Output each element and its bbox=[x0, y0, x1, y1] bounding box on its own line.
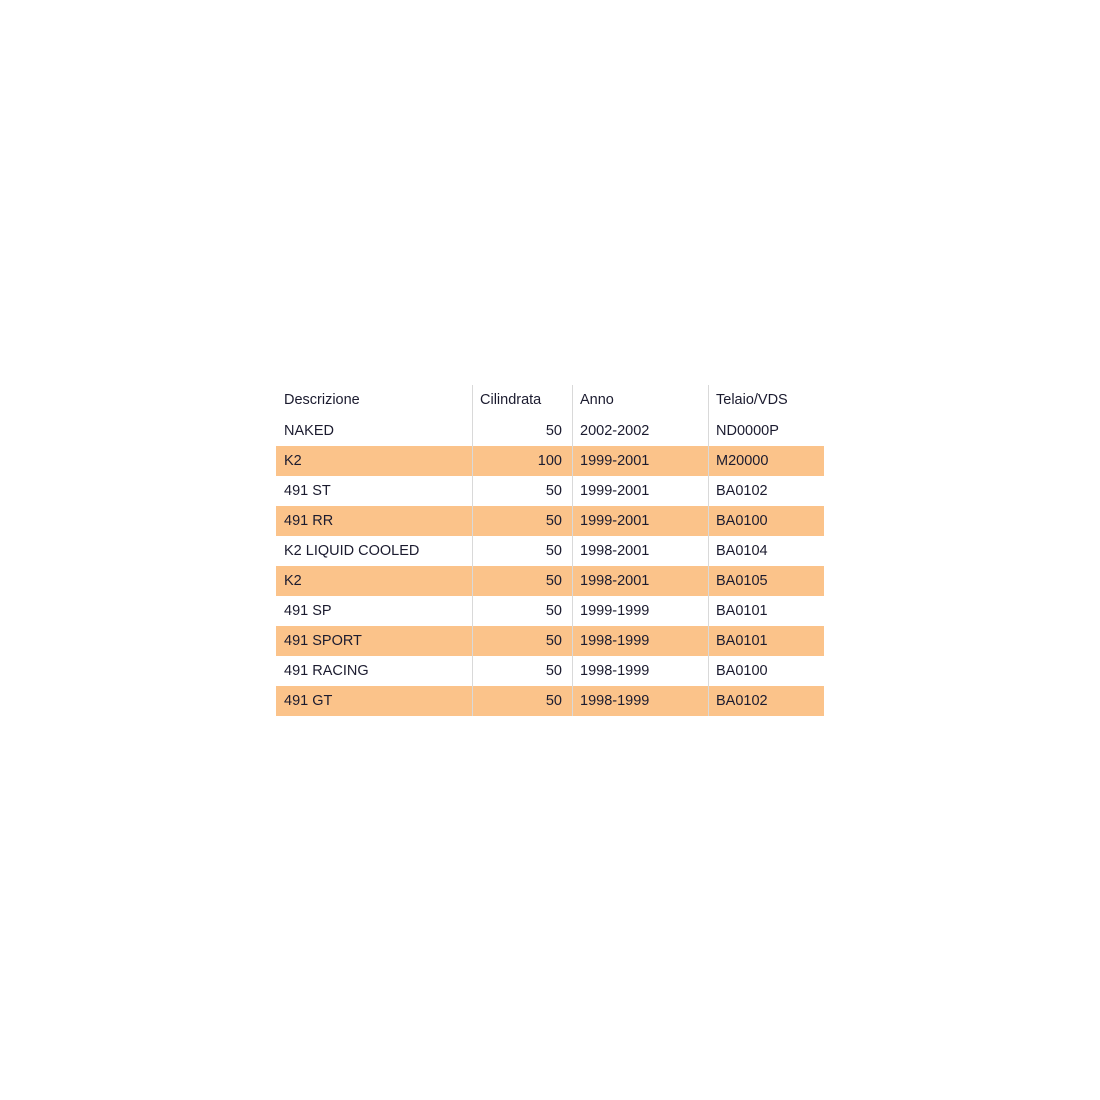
vehicle-table-container bbox=[276, 385, 824, 716]
table-row bbox=[276, 476, 824, 506]
cell-anno: 1998-1999 bbox=[572, 626, 708, 656]
table-row bbox=[276, 536, 824, 566]
table-body bbox=[276, 416, 824, 716]
cell-telaio-vds: BA0101 bbox=[708, 626, 824, 656]
cell-cilindrata: 50 bbox=[472, 416, 572, 446]
cell-descrizione: K2 LIQUID COOLED bbox=[276, 536, 472, 566]
cell-telaio-vds: ND0000P bbox=[708, 416, 824, 446]
table-row bbox=[276, 416, 824, 446]
vehicle-table bbox=[276, 385, 824, 716]
table-row bbox=[276, 506, 824, 536]
cell-telaio-vds: BA0100 bbox=[708, 506, 824, 536]
cell-cilindrata: 100 bbox=[472, 446, 572, 476]
table-row bbox=[276, 656, 824, 686]
cell-descrizione: K2 bbox=[276, 566, 472, 596]
cell-telaio-vds: BA0105 bbox=[708, 566, 824, 596]
cell-anno: 1999-2001 bbox=[572, 506, 708, 536]
cell-descrizione: 491 GT bbox=[276, 686, 472, 716]
cell-descrizione: 491 RR bbox=[276, 506, 472, 536]
cell-cilindrata: 50 bbox=[472, 686, 572, 716]
table-row bbox=[276, 626, 824, 656]
cell-telaio-vds: BA0100 bbox=[708, 656, 824, 686]
cell-descrizione: K2 bbox=[276, 446, 472, 476]
table-header bbox=[276, 385, 824, 416]
table-header-row bbox=[276, 385, 824, 416]
column-header-telaio-vds: Telaio/VDS bbox=[708, 385, 824, 416]
cell-telaio-vds: BA0101 bbox=[708, 596, 824, 626]
cell-telaio-vds: M20000 bbox=[708, 446, 824, 476]
cell-anno: 1999-2001 bbox=[572, 476, 708, 506]
cell-cilindrata: 50 bbox=[472, 626, 572, 656]
cell-cilindrata: 50 bbox=[472, 506, 572, 536]
table-row bbox=[276, 566, 824, 596]
cell-cilindrata: 50 bbox=[472, 536, 572, 566]
cell-cilindrata: 50 bbox=[472, 476, 572, 506]
cell-telaio-vds: BA0102 bbox=[708, 476, 824, 506]
column-header-anno: Anno bbox=[572, 385, 708, 416]
column-header-descrizione: Descrizione bbox=[284, 392, 360, 408]
cell-anno: 1998-1999 bbox=[572, 656, 708, 686]
cell-descrizione: 491 ST bbox=[276, 476, 472, 506]
table-row bbox=[276, 446, 824, 476]
cell-telaio-vds: BA0102 bbox=[708, 686, 824, 716]
cell-cilindrata: 50 bbox=[472, 596, 572, 626]
cell-descrizione: 491 SPORT bbox=[276, 626, 472, 656]
cell-anno: 2002-2002 bbox=[572, 416, 708, 446]
table-row bbox=[276, 686, 824, 716]
cell-anno: 1998-1999 bbox=[572, 686, 708, 716]
cell-anno: 1998-2001 bbox=[572, 566, 708, 596]
cell-telaio-vds: BA0104 bbox=[708, 536, 824, 566]
cell-descrizione: 491 SP bbox=[276, 596, 472, 626]
cell-cilindrata: 50 bbox=[472, 566, 572, 596]
cell-anno: 1999-1999 bbox=[572, 596, 708, 626]
cell-anno: 1998-2001 bbox=[572, 536, 708, 566]
cell-descrizione: 491 RACING bbox=[276, 656, 472, 686]
cell-descrizione: NAKED bbox=[276, 416, 472, 446]
table-row bbox=[276, 596, 824, 626]
column-header-cilindrata: Cilindrata bbox=[472, 385, 572, 416]
cell-anno: 1999-2001 bbox=[572, 446, 708, 476]
cell-cilindrata: 50 bbox=[472, 656, 572, 686]
